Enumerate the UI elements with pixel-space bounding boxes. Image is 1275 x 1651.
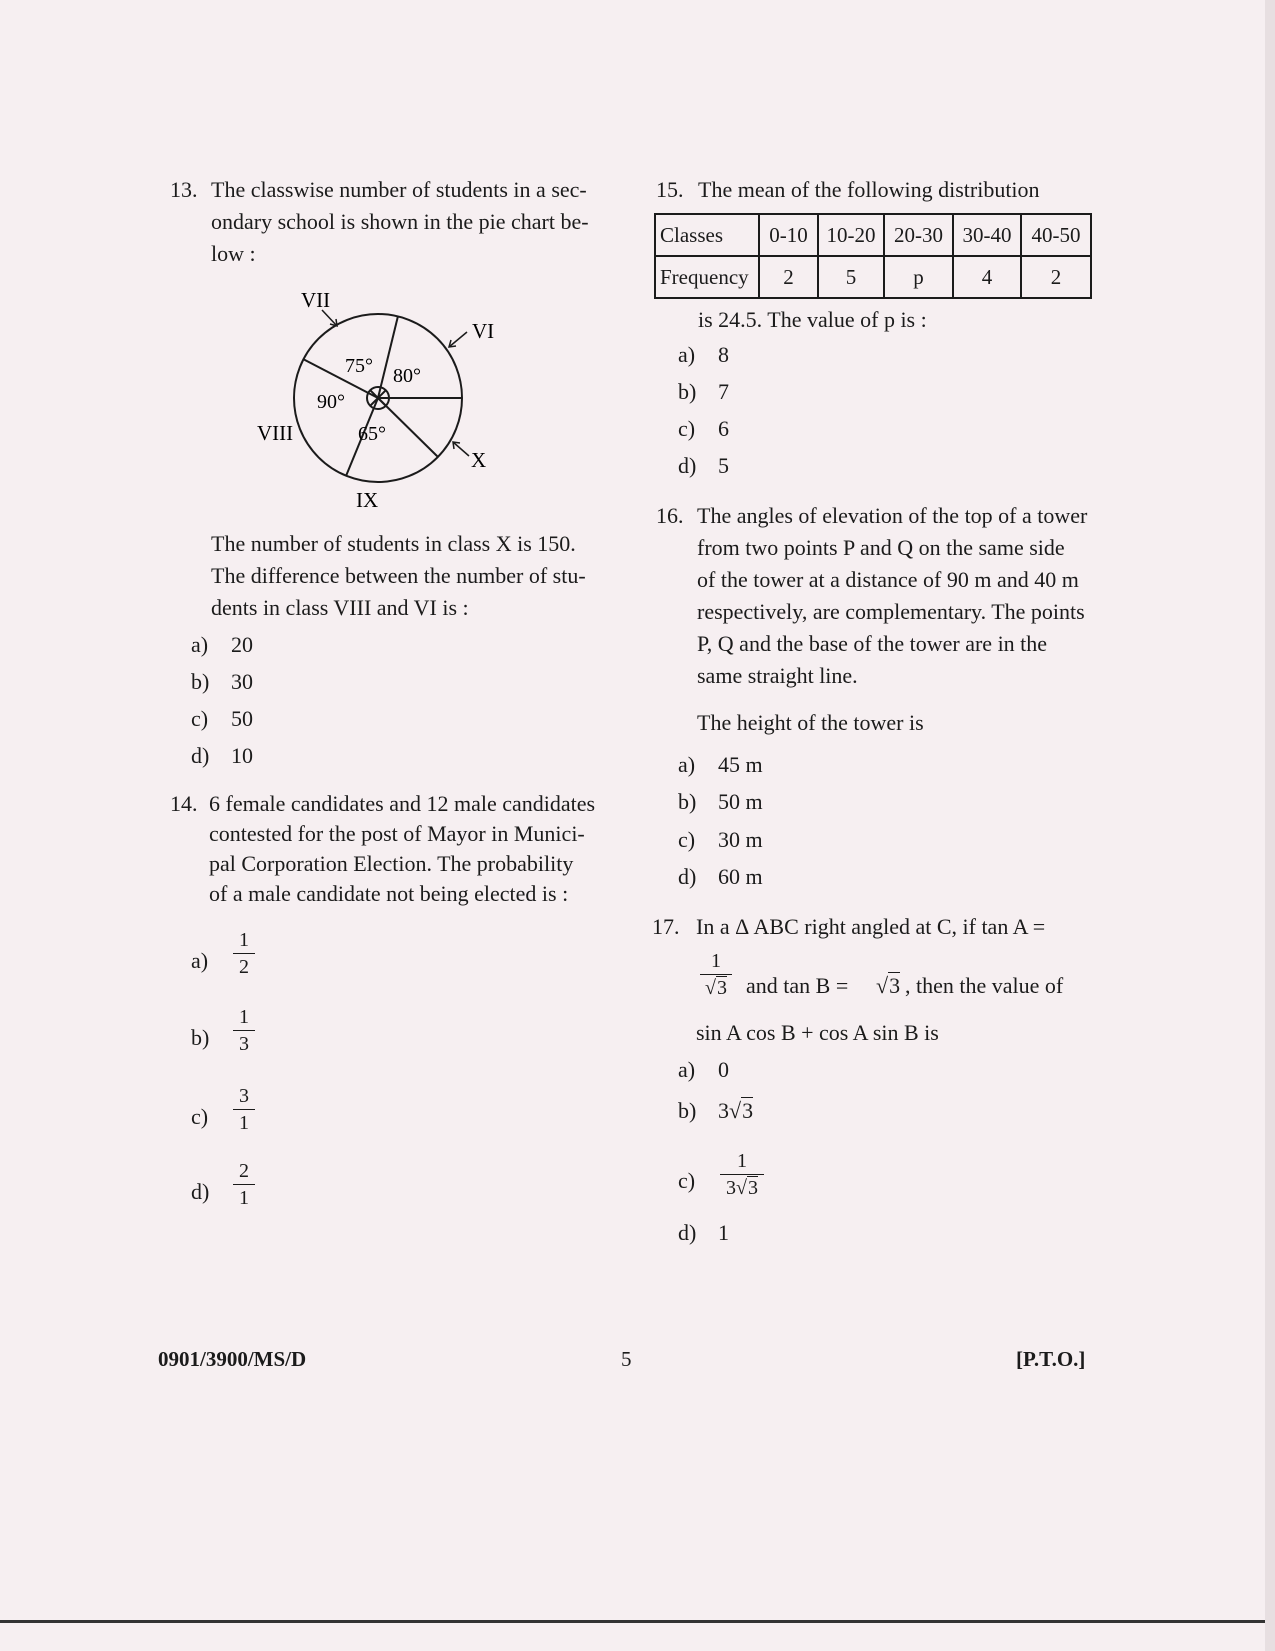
option-value: 20 (231, 632, 253, 657)
angle-label: 90° (317, 391, 345, 413)
scan-edge-margin (1265, 0, 1275, 1651)
page-number: 5 (621, 1347, 632, 1371)
paper-code: 0901/3900/MS/D (158, 1347, 307, 1371)
option-label: b) (678, 789, 697, 814)
option-label: b) (191, 669, 210, 694)
class-label: VII (301, 288, 331, 312)
question-number: 13. (170, 177, 198, 202)
radicand: 3 (889, 973, 901, 998)
fraction (233, 929, 255, 978)
option-label: d) (191, 743, 210, 768)
table-cell: 5 (818, 256, 884, 298)
denominator: 1 (239, 1187, 249, 1209)
radicand: 3 (742, 1098, 754, 1123)
option-value: 30 (231, 669, 253, 694)
option-a (191, 948, 231, 974)
question-text-line: respectively, are complementary. The points (697, 599, 1085, 624)
class-label: VIII (257, 421, 294, 445)
arrow (449, 332, 467, 347)
question-text-line: low : (211, 241, 256, 266)
option-c (678, 827, 763, 853)
denominator: 2 (239, 956, 249, 978)
question-text-line: The difference between the number of stu- (211, 563, 586, 588)
option-label: a) (191, 632, 209, 657)
fraction-bar (700, 974, 732, 975)
table-row (655, 256, 1091, 298)
fraction-bar (233, 1030, 255, 1031)
table-cell: 40-50 (1021, 214, 1091, 256)
table-cell: 0-10 (759, 214, 818, 256)
numerator: 2 (239, 1160, 249, 1182)
fraction (700, 950, 732, 999)
table-cell: 30-40 (953, 214, 1021, 256)
option-label: a) (678, 752, 696, 777)
fraction-bar (233, 1184, 255, 1185)
fraction (233, 1160, 255, 1209)
option-d (678, 453, 729, 479)
numerator: 1 (711, 950, 721, 972)
option-d (191, 743, 253, 769)
table-cell: Frequency (655, 256, 759, 298)
option-b (678, 789, 763, 815)
question-text-line: same straight line. (697, 663, 858, 688)
table-cell: 10-20 (818, 214, 884, 256)
option-label: a) (678, 342, 696, 367)
denominator: √3 (705, 977, 727, 999)
option-b (191, 1025, 231, 1051)
question-text-line: P, Q and the base of the tower are in the (697, 631, 1048, 656)
question-text-line: contested for the post of Mayor in Munici- (209, 821, 585, 846)
question-text-fragment: and tan B = (746, 973, 849, 998)
fraction-bar (720, 1174, 764, 1175)
option-label: a) (678, 1057, 696, 1082)
option-label: d) (678, 1220, 697, 1245)
question-text-line: The mean of the following distribution (698, 177, 1040, 202)
option-value: 8 (718, 342, 729, 367)
angle-label: 80° (393, 365, 421, 387)
question-text-line: The height of the tower is (697, 710, 924, 735)
question-text-fragment: , then the value of (905, 973, 1064, 998)
denominator: 3 (239, 1033, 249, 1055)
pie-radius (378, 398, 438, 457)
option-label: c) (678, 1168, 696, 1193)
question-text-line: sin A cos B + cos A sin B is (696, 1020, 939, 1045)
option-b (678, 379, 729, 405)
option-value: 10 (231, 743, 253, 768)
option-d (678, 864, 763, 890)
table-cell: Classes (655, 214, 759, 256)
numerator: 1 (239, 929, 249, 951)
question-text-line: of a male candidate not being elected is : (209, 881, 569, 906)
fraction-bar (233, 953, 255, 954)
option-b (191, 669, 253, 695)
option-d (678, 1220, 729, 1246)
class-label: VI (472, 319, 495, 343)
denominator: 3√3 (726, 1177, 758, 1199)
option-a (678, 752, 763, 778)
option-b (678, 1098, 753, 1124)
option-c (191, 1104, 231, 1130)
table-cell: 20-30 (884, 214, 953, 256)
question-text-line: ondary school is shown in the pie chart be- (211, 209, 589, 234)
question-text-line: from two points P and Q on the same side (697, 535, 1065, 560)
option-value: 60 m (718, 864, 763, 889)
option-value: 30 m (718, 827, 763, 852)
angle-label: 65° (358, 423, 386, 445)
option-label: b) (678, 1098, 697, 1123)
class-label: IX (356, 488, 379, 512)
option-label: c) (191, 1104, 209, 1129)
fraction-bar (233, 1109, 255, 1110)
table-row (655, 214, 1091, 256)
question-text-line: The number of students in class X is 150. (211, 531, 576, 556)
question-text-line: pal Corporation Election. The probability (209, 851, 574, 876)
question-number: 15. (656, 177, 684, 202)
table-cell: 4 (953, 256, 1021, 298)
option-label: d) (191, 1179, 210, 1204)
pto-label: [P.T.O.] (1016, 1347, 1086, 1371)
question-text-line: The classwise number of students in a sec- (211, 177, 587, 202)
option-value: 50 (231, 706, 253, 731)
option-a (191, 632, 253, 658)
question-number: 14. (170, 791, 198, 816)
option-c (191, 706, 253, 732)
option-label: b) (191, 1025, 210, 1050)
arrow (322, 310, 337, 326)
option-value: 7 (718, 379, 729, 404)
numerator: 1 (239, 1006, 249, 1028)
option-c (678, 1168, 718, 1194)
question-number: 17. (652, 914, 680, 939)
coefficient: 3 (718, 1098, 729, 1123)
question-text-line: The angles of elevation of the top of a tower (697, 503, 1088, 528)
option-value: 50 m (718, 789, 763, 814)
fraction (233, 1085, 255, 1134)
table-cell: 2 (1021, 256, 1091, 298)
option-label: c) (678, 416, 696, 441)
distribution-table (654, 213, 1092, 299)
option-label: b) (678, 379, 697, 404)
question-text-line: In a Δ ABC right angled at C, if tan A = (696, 914, 1046, 939)
option-label: a) (191, 948, 209, 973)
option-value: 6 (718, 416, 729, 441)
table-cell: 2 (759, 256, 818, 298)
numerator: 1 (737, 1150, 747, 1172)
question-text-line: 6 female candidates and 12 male candidates (209, 791, 596, 816)
option-label: c) (191, 706, 209, 731)
option-d (191, 1179, 231, 1205)
option-value: 5 (718, 453, 729, 478)
question-text-line: is 24.5. The value of p is : (698, 307, 927, 332)
option-value: 0 (718, 1057, 729, 1082)
numerator: 3 (239, 1085, 249, 1107)
angle-label: 75° (345, 355, 373, 377)
table-cell: p (884, 256, 953, 298)
pie-chart (250, 280, 550, 520)
class-label: X (471, 448, 487, 472)
question-text-line: dents in class VIII and VI is : (211, 595, 469, 620)
radicand: 3 (747, 1177, 758, 1199)
scan-edge-line (0, 1620, 1275, 1623)
radicand: 3 (716, 977, 727, 999)
arrow (453, 442, 469, 456)
option-c (678, 416, 729, 442)
option-a (678, 342, 729, 368)
option-value: 45 m (718, 752, 763, 777)
question-text-line: of the tower at a distance of 90 m and 40 m (697, 567, 1079, 592)
option-label: d) (678, 864, 697, 889)
fraction (233, 1006, 255, 1055)
fraction (720, 1150, 764, 1199)
coefficient: 3 (726, 1177, 736, 1199)
option-value: 3√3 (718, 1098, 754, 1123)
option-a (678, 1057, 729, 1083)
option-label: d) (678, 453, 697, 478)
question-number: 16. (656, 503, 684, 528)
denominator: 1 (239, 1112, 249, 1134)
option-value: 1 (718, 1220, 729, 1245)
option-label: c) (678, 827, 696, 852)
sqrt-expression: √3 (876, 973, 901, 998)
